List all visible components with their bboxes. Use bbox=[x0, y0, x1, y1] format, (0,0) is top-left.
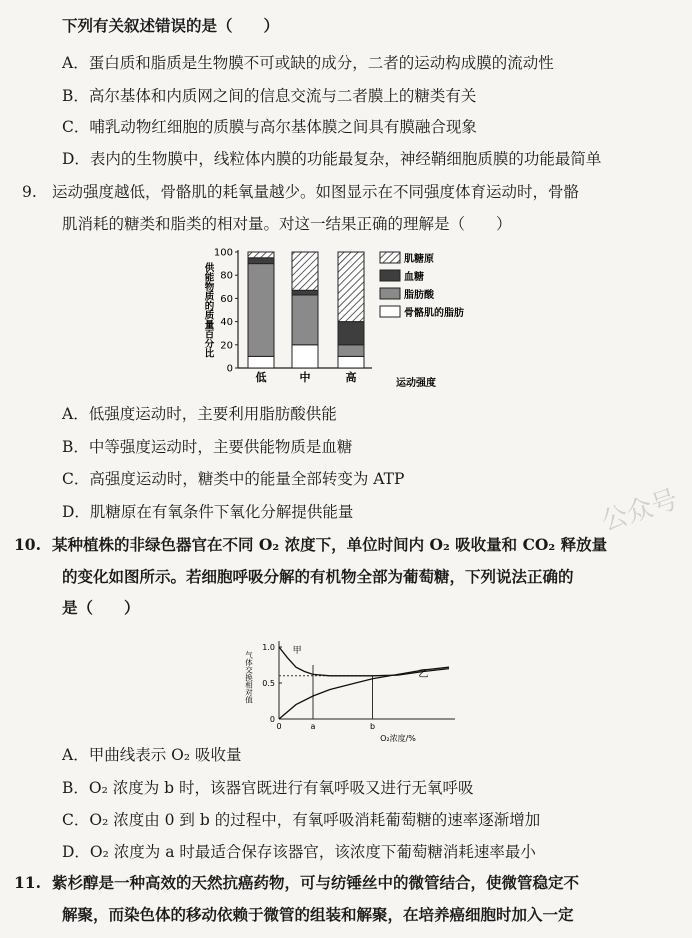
q9-number: 9. bbox=[22, 183, 37, 201]
q10-option-a: A．甲曲线表示 O₂ 吸收量 bbox=[62, 746, 242, 764]
q10-option-b: B．O₂ 浓度为 b 时，该器官既进行有氧呼吸又进行无氧呼吸 bbox=[62, 779, 474, 797]
y-tick-label: 60 bbox=[220, 293, 233, 305]
y-tick-label: 0 bbox=[226, 363, 233, 375]
q11-number: 11. bbox=[14, 873, 41, 892]
watermark-text: 公众号 bbox=[598, 484, 682, 538]
series-label: 乙 bbox=[418, 669, 429, 681]
q9-option-c: C．高强度运动时，糖类中的能量全部转变为 ATP bbox=[62, 470, 405, 488]
q9-stem-line2: 肌消耗的糖类和脂类的相对量。对这一结果正确的理解是（ ） bbox=[62, 215, 512, 233]
q8-stem: 下列有关叙述错误的是（ ） bbox=[62, 16, 280, 35]
y-axis-label: 供能物质的质量百分比 bbox=[202, 262, 214, 358]
bar-segment bbox=[248, 252, 274, 258]
y-tick-label: 0.5 bbox=[262, 679, 275, 688]
q9-stem-line1: 运动强度越低，骨骼肌的耗氧量越少。如图显示在不同强度体育运动时，骨骼 bbox=[52, 183, 580, 201]
legend-label: 骨骼肌的脂肪 bbox=[404, 308, 464, 319]
legend-swatch bbox=[380, 306, 400, 317]
bar-segment bbox=[248, 264, 274, 357]
y-tick-label: 100 bbox=[213, 247, 233, 259]
q10-number: 10. bbox=[14, 535, 41, 554]
legend-label: 脂肪酸 bbox=[404, 290, 434, 301]
legend-label: 血糖 bbox=[404, 272, 424, 283]
legend-swatch bbox=[380, 252, 400, 263]
y-tick-label: 80 bbox=[220, 270, 233, 282]
q10-option-c: C．O₂ 浓度由 0 到 b 的过程中，有氧呼吸消耗葡萄糖的速率逐渐增加 bbox=[62, 811, 541, 829]
q8-option-c: C．哺乳动物红细胞的质膜与高尔基体膜之间具有膜融合现象 bbox=[62, 118, 477, 136]
x-tick-label: 中 bbox=[299, 371, 311, 384]
q11-stem-line1: 紫杉醇是一种高效的天然抗癌药物，可与纺锤丝中的微管结合，使微管稳定不 bbox=[52, 873, 580, 892]
q8-option-d: D．表内的生物膜中，线粒体内膜的功能最复杂，神经鞘细胞质膜的功能最简单 bbox=[62, 150, 602, 168]
x-axis-label: O₂浓度/% bbox=[380, 734, 416, 743]
y-tick-label: 40 bbox=[220, 317, 233, 329]
q10-stem-line2: 的变化如图所示。若细胞呼吸分解的有机物全部为葡萄糖，下列说法正确的 bbox=[62, 567, 574, 586]
bar-segment bbox=[338, 322, 364, 345]
x-tick-label: 低 bbox=[255, 371, 267, 384]
q10-stem-line3: 是（ ） bbox=[62, 598, 140, 617]
bar-segment bbox=[338, 252, 364, 322]
q11-stem-line2: 解聚，而染色体的移动依赖于微管的组装和解聚，在培养癌细胞时加入一定 bbox=[62, 905, 574, 924]
bar-segment bbox=[292, 295, 318, 345]
x-tick-label: 高 bbox=[345, 371, 357, 384]
q10-stem-line1: 某种植株的非绿色器官在不同 O₂ 浓度下，单位时间内 O₂ 吸收量和 CO₂ 释放量 bbox=[52, 535, 608, 554]
bar-segment bbox=[292, 345, 318, 368]
x-tick-label: 0 bbox=[276, 722, 282, 731]
bar-segment bbox=[338, 356, 364, 368]
bar-segment bbox=[292, 290, 318, 295]
gas-exchange-line-chart bbox=[235, 633, 465, 748]
legend-swatch bbox=[380, 288, 400, 299]
y-tick-label: 20 bbox=[220, 340, 233, 352]
q9-option-b: B．中等强度运动时，主要供能物质是血糖 bbox=[62, 438, 353, 456]
bar-segment bbox=[248, 356, 274, 368]
y-axis-label: 气体交换相对值 bbox=[244, 650, 254, 704]
q8-option-b: B．高尔基体和内质网之间的信息交流与二者膜上的糖类有关 bbox=[62, 87, 477, 105]
q9-option-d: D．肌糖原在有氧条件下氧化分解提供能量 bbox=[62, 503, 354, 521]
legend-swatch bbox=[380, 270, 400, 281]
x-tick-label: a bbox=[310, 722, 316, 731]
x-tick-label: b bbox=[369, 722, 376, 731]
bar-segment bbox=[338, 345, 364, 357]
y-tick-label: 1.0 bbox=[262, 643, 275, 652]
y-tick-label: 0 bbox=[269, 715, 275, 724]
q8-option-a: A．蛋白质和脂质是生物膜不可或缺的成分，二者的运动构成膜的流动性 bbox=[62, 54, 554, 72]
bar-segment bbox=[248, 258, 274, 264]
q9-option-a: A．低强度运动时，主要利用脂肪酸供能 bbox=[62, 405, 337, 423]
stacked-bar-chart bbox=[200, 240, 500, 390]
legend-label: 肌糖原 bbox=[404, 254, 434, 265]
q10-option-d: D．O₂ 浓度为 a 时最适合保存该器官，该浓度下葡萄糖消耗速率最小 bbox=[62, 843, 536, 861]
bar-segment bbox=[292, 252, 318, 290]
x-axis-label: 运动强度 bbox=[396, 378, 436, 389]
series-label: 甲 bbox=[292, 645, 302, 656]
